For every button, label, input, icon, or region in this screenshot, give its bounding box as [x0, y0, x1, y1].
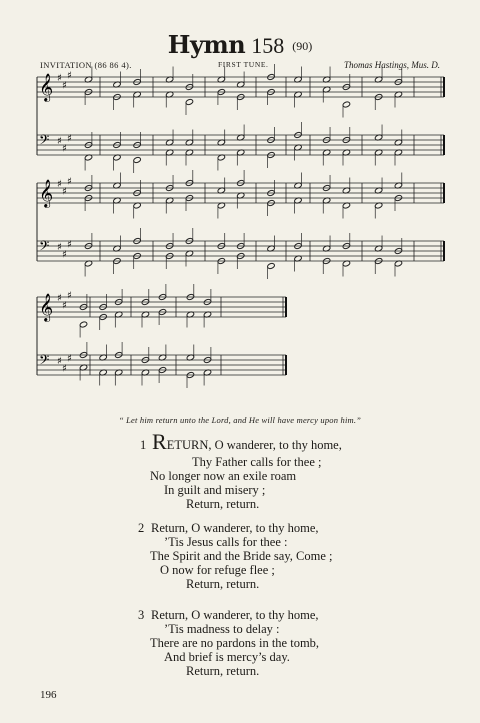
sharp-sign: ♯ [57, 136, 62, 147]
note-head [267, 263, 275, 270]
sharp-sign: ♯ [67, 290, 72, 302]
sharp-sign: ♯ [62, 249, 67, 261]
verse-line: ’Tis Jesus calls for thee : [164, 535, 288, 549]
verse-line: ’Tis madness to delay : [164, 622, 280, 636]
sharp-sign: ♯ [57, 293, 62, 304]
verse-line: Return, return. [186, 664, 260, 678]
hymn-number: 158 [251, 33, 285, 58]
verse-number: 3 [138, 608, 145, 622]
sharp-sign: ♯ [62, 186, 67, 198]
verse-first-line: Return, O wanderer, to thy home, [151, 608, 319, 622]
treble-clef: 𝄞 [39, 179, 54, 207]
treble-clef: 𝄞 [39, 73, 54, 101]
hymn-title-word: Hymn [167, 30, 246, 59]
sharp-sign: ♯ [67, 353, 72, 365]
sharp-sign: ♯ [57, 73, 62, 84]
treble-clef: 𝄞 [39, 293, 54, 321]
bass-clef: 𝄢 [39, 352, 50, 371]
verse-first-line: RETURN, O wanderer, to thy home, [152, 429, 342, 454]
tune-meter: INVITATION (86 86 4). [40, 60, 132, 70]
verse-line: There are no pardons in the tomb, [150, 636, 320, 650]
note-head [79, 321, 87, 328]
sharp-sign: ♯ [67, 176, 72, 188]
scripture-quote: “ Let him return unto the Lord, and He will have mercy upon him.” [118, 415, 362, 425]
sharp-sign: ♯ [62, 80, 67, 92]
verse-number: 1 [140, 438, 147, 452]
page-number: 196 [40, 689, 57, 701]
verse-line: And brief is mercy’s day. [164, 650, 290, 664]
sharp-sign: ♯ [62, 300, 67, 312]
hymn-alt-number: (90) [292, 39, 313, 53]
verse-line: The Spirit and the Bride say, Come ; [150, 549, 333, 563]
sharp-sign: ♯ [57, 242, 62, 253]
tune-label: FIRST TUNE. [218, 60, 269, 69]
verse-line: Thy Father calls for thee ; [192, 455, 322, 469]
sharp-sign: ♯ [62, 363, 67, 375]
composer: Thomas Hastings, Mus. D. [343, 60, 440, 70]
drop-cap: R [152, 429, 167, 454]
note-head [185, 99, 193, 106]
sharp-sign: ♯ [62, 143, 67, 155]
bass-clef: 𝄢 [39, 132, 50, 151]
verse-line: Return, return. [186, 497, 260, 511]
sharp-sign: ♯ [67, 70, 72, 82]
bass-clef: 𝄢 [39, 238, 50, 257]
note-head [342, 101, 350, 108]
verse-first-line: Return, O wanderer, to thy home, [151, 521, 319, 535]
verse-line: In guilt and misery ; [164, 483, 266, 497]
sharp-sign: ♯ [67, 133, 72, 145]
sharp-sign: ♯ [67, 239, 72, 251]
sharp-sign: ♯ [57, 356, 62, 367]
sharp-sign: ♯ [57, 179, 62, 190]
verse-line: No longer now an exile roam [150, 469, 297, 483]
verse-line: Return, return. [186, 577, 260, 591]
note-head [133, 157, 141, 164]
verse-line: O now for refuge flee ; [160, 563, 275, 577]
verse-number: 2 [138, 521, 145, 535]
